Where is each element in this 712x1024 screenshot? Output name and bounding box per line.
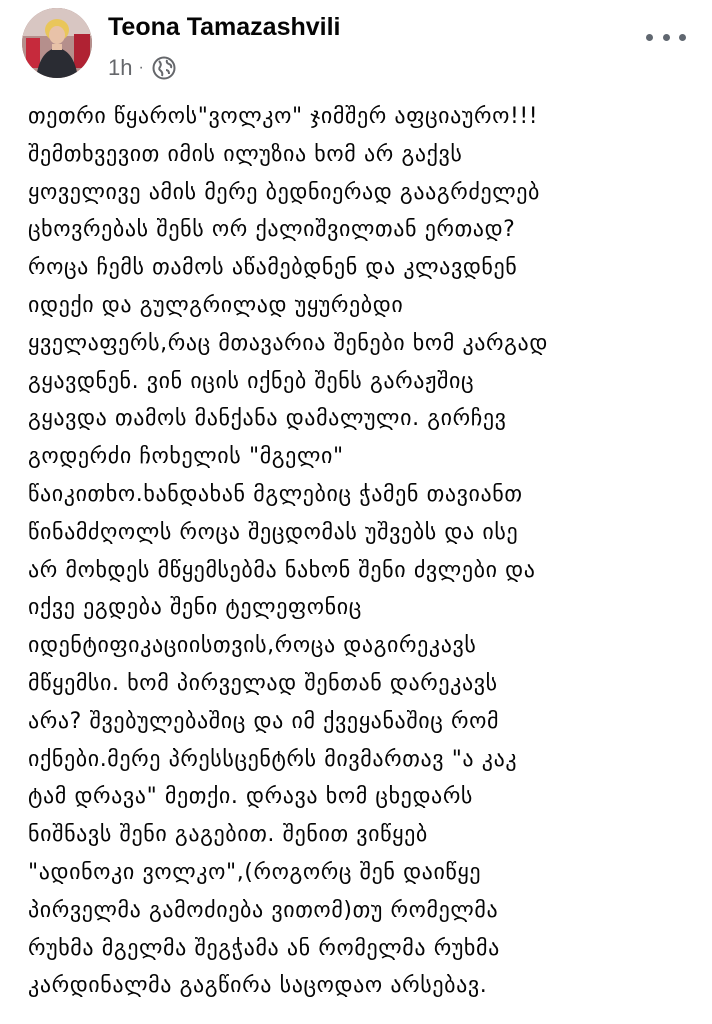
post-text-line: როცა ჩემს თამოს აწამებდნენ და კლავდნენ	[28, 255, 518, 281]
post-text-line: ყველაფერს,რაც მთავარია შენები ხომ კარგად	[28, 330, 548, 356]
more-options-button[interactable]	[646, 30, 686, 44]
post-time[interactable]: 1h	[108, 55, 133, 80]
post-body-text	[28, 98, 700, 1005]
post-text-line: ცხოვრებას შენს ორ ქალიშვილთან ერთად?	[28, 217, 516, 243]
author-avatar[interactable]	[22, 8, 92, 78]
post-text-line: ნიშნავს შენი გაგებით. შენით ვიწყებ	[28, 822, 428, 848]
post-text-line: კარდინალმა გაგწირა საცოდაო არსებავ.	[28, 973, 488, 999]
more-dot-icon	[663, 34, 670, 41]
post-text-line: გყავდნენ. ვინ იცის იქნებ შენს გარაჟშიც	[28, 368, 475, 394]
post-text-line: იდენტიფიკაციისთვის,როცა დაგირეკავს	[28, 633, 477, 659]
more-dot-icon	[646, 34, 653, 41]
post-text-line: რუხმა მგელმა შეგჭამა ან რომელმა რუხმა	[28, 935, 500, 961]
post-meta	[108, 55, 176, 81]
more-dot-icon	[679, 34, 686, 41]
post-text-line: არა? შვებულებაშიც და იმ ქვეყანაშიც რომ	[28, 708, 500, 734]
post-text-line: გოდერძი ჩოხელის "მგელი"	[28, 444, 344, 470]
post-text-line: იქვე ეგდება შენი ტელეფონიც	[28, 595, 362, 621]
post-text-line: წინამძღოლს როცა შეცდომას უშვებს და ისე	[28, 519, 519, 545]
meta-separator: ·	[138, 59, 144, 76]
avatar-photo	[22, 8, 92, 78]
post-text-line: შემთხვევით იმის ილუზია ხომ არ გაქვს	[28, 141, 463, 167]
post-text-line: "ადინოკი ვოლკო",(როგორც შენ დაიწყე	[28, 859, 482, 885]
post-text-line: წაიკითხო.ხანდახან მგლებიც ჭამენ თავიანთ	[28, 481, 523, 507]
post-text-line: ტამ დრავა" მეთქი. დრავა ხომ ცხედარს	[28, 784, 474, 810]
post-text-line: თეთრი წყაროს"ვოლკო" ჯიმშერ აფციაურო!!!	[28, 104, 539, 129]
post-text-line: პირველმა გამოძიება ვითომ)თუ რომელმა	[28, 897, 499, 923]
globe-icon[interactable]	[152, 56, 176, 80]
post-text-line: იდექი და გულგრილად უყურებდი	[28, 292, 404, 318]
author-name[interactable]: Teona Tamazashvili	[108, 13, 341, 41]
post-text-line: მწყემსი. ხომ პირველად შენთან დარეკავს	[28, 670, 498, 696]
post-text-line: გყავდა თამოს მანქანა დამალული. გირჩევ	[28, 406, 507, 432]
post-text-line: ყოველივე ამის მერე ბედნიერად გააგრძელებ	[28, 179, 540, 205]
post-text-line: არ მოხდეს მწყემსებმა ნახონ შენი ძვლები და	[28, 557, 536, 583]
post-text-line: იქნები.მერე პრესსცენტრს მივმართავ "ა კაკ	[28, 746, 518, 772]
